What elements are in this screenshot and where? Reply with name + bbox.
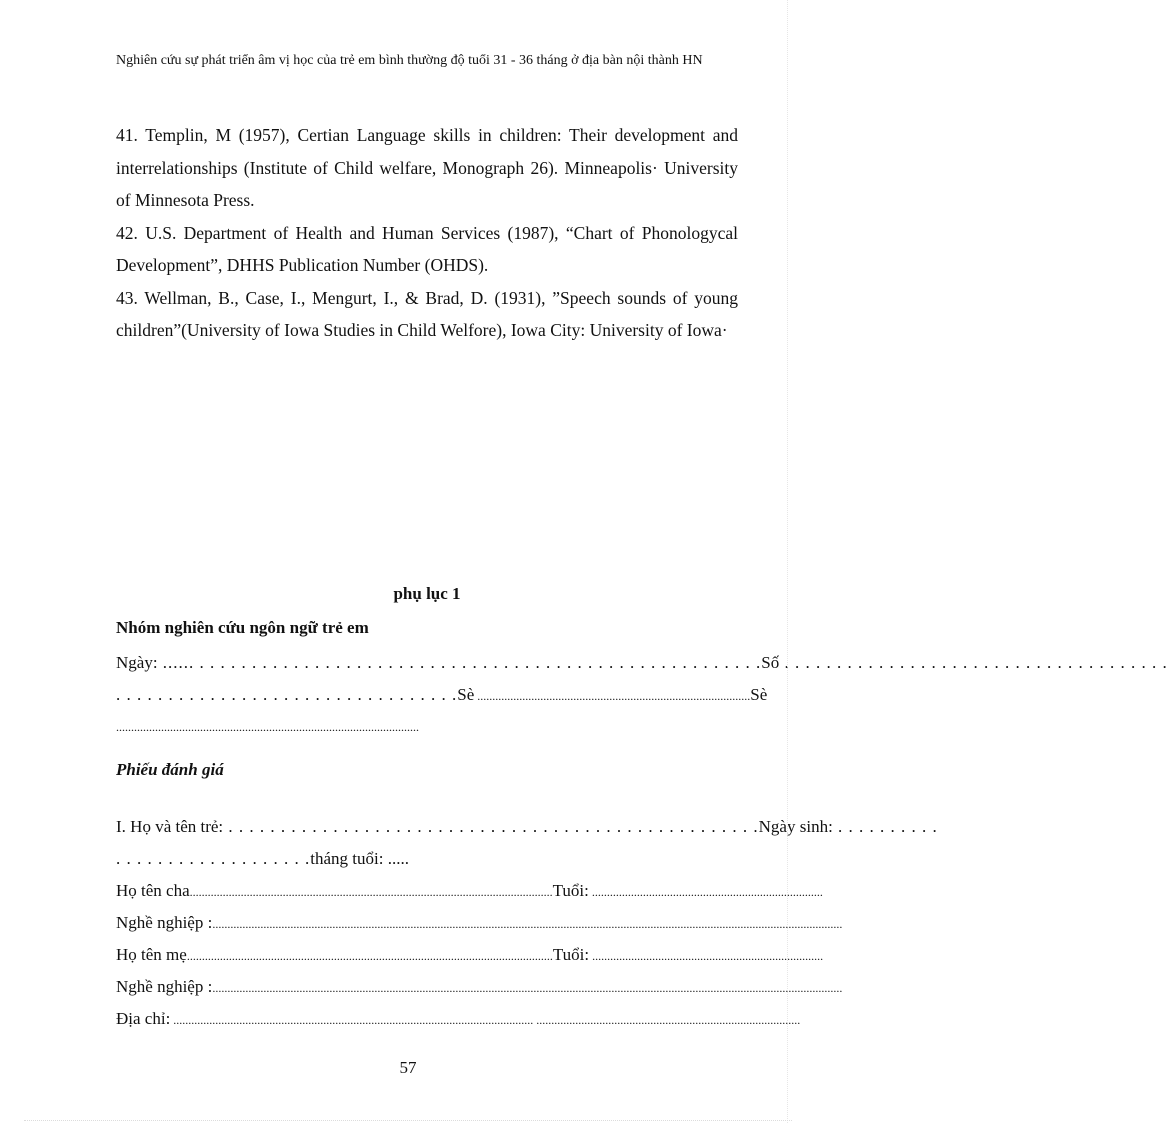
- number-fill[interactable]: . . . . . . . . . . . . . . . . . . . . . . . . . . . . . . . . . . . . .: [779, 653, 1168, 672]
- se-label-1: Sè: [457, 685, 475, 704]
- address-label: Địa chỉ:: [116, 1009, 171, 1028]
- se-label-2: Sè: [750, 685, 768, 704]
- father-name-field[interactable]: .........................................................................................................................: [189, 885, 553, 899]
- address-field[interactable]: ........................................................................................................................ ........................................................................................: [170, 1013, 801, 1027]
- date-number-block: [116, 648, 1168, 744]
- mother-job-field[interactable]: ..................................................................................................................................................................................................................: [212, 981, 843, 995]
- reference-41: 41. Templin, M (1957), Certian Language skills in children: Their development and interrelationships (Institute of Child welfare, Monograph 26). Minneapolis· University of Minnesota Press.: [116, 125, 738, 210]
- months-row: [116, 844, 740, 876]
- dob-field[interactable]: . . . . . . . . . .: [832, 817, 938, 836]
- date-row: [116, 648, 1168, 680]
- father-job-label: Nghề nghiệp :: [116, 913, 213, 932]
- se-prefix-fill[interactable]: . . . . . . . . . . . . . . . . . . . . . . . . . . . . . . . . .: [116, 685, 458, 704]
- appendix-title: phụ lục 1: [393, 584, 461, 603]
- months-label: tháng tuổi:: [310, 849, 384, 868]
- mother-job-label: Nghề nghiệp :: [116, 977, 213, 996]
- dob-label: Ngày sinh:: [758, 817, 833, 836]
- mother-age-label: Tuổi:: [552, 945, 590, 964]
- job-row-1: [116, 908, 843, 940]
- father-age-field[interactable]: .............................................................................: [588, 885, 823, 899]
- se-fill-1[interactable]: ...........................................................................................: [474, 689, 751, 703]
- date-label: Ngày:: [116, 653, 158, 672]
- child-name-row: [116, 812, 938, 844]
- months-field[interactable]: .....: [383, 849, 409, 868]
- evaluation-form-title: Phiếu đánh giá: [116, 760, 224, 779]
- reference-43: 43. Wellman, B., Case, I., Mengurt, I., & Brad, D. (1931), ”Speech sounds of young children”(University of Iowa Studies in Child Welfore), Iowa City: University of Iowa·: [116, 287, 738, 340]
- father-age-label: Tuổi:: [552, 881, 589, 900]
- mother-name-field[interactable]: ..........................................................................................................................: [186, 949, 553, 963]
- se-row: [116, 680, 768, 712]
- running-header: Nghiên cứu sự phát triển âm vị học của trẻ em bình thường độ tuổi 31 - 36 tháng ở địa bàn nội thành HN: [116, 53, 703, 68]
- date-fill[interactable]: ...... . . . . . . . . . . . . . . . . . . . . . . . . . . . . . . . . . . . . . . . . . . . . . . . . . . . . . .: [157, 653, 762, 672]
- number-label: Số: [761, 653, 780, 672]
- father-job-field[interactable]: ..................................................................................................................................................................................................................: [212, 917, 843, 931]
- page-edge-right: [787, 0, 788, 1123]
- se-fill-2[interactable]: .....................................................................................................: [116, 720, 419, 734]
- child-name-field[interactable]: . . . . . . . . . . . . . . . . . . . . . . . . . . . . . . . . . . . . . . . . . . . . . . . . . . .: [223, 817, 759, 836]
- page-edge-bottom: [24, 1120, 792, 1121]
- reference-list: [116, 119, 738, 347]
- mother-name-label: Họ tên mẹ: [116, 945, 187, 964]
- dob-continuation-field[interactable]: . . . . . . . . . . . . . . . . . . .: [116, 849, 311, 868]
- mother-row: [116, 940, 824, 972]
- job-row-2: [116, 972, 843, 1004]
- father-name-label: Họ tên cha: [116, 881, 190, 900]
- mother-age-field[interactable]: .............................................................................: [589, 949, 824, 963]
- child-name-label: I. Họ và tên trẻ:: [116, 817, 224, 836]
- child-info-form: [116, 812, 938, 1036]
- reference-42: 42. U.S. Department of Health and Human Services (1987), “Chart of Phonologycal Development”, DHHS Publication Number (OHDS).: [116, 222, 738, 275]
- page-number: 57: [399, 1058, 417, 1077]
- address-row: [116, 1004, 801, 1036]
- father-row: [116, 876, 823, 908]
- research-group-title: Nhóm nghiên cứu ngôn ngữ trẻ em: [116, 618, 369, 637]
- se-continuation-row: [116, 712, 740, 744]
